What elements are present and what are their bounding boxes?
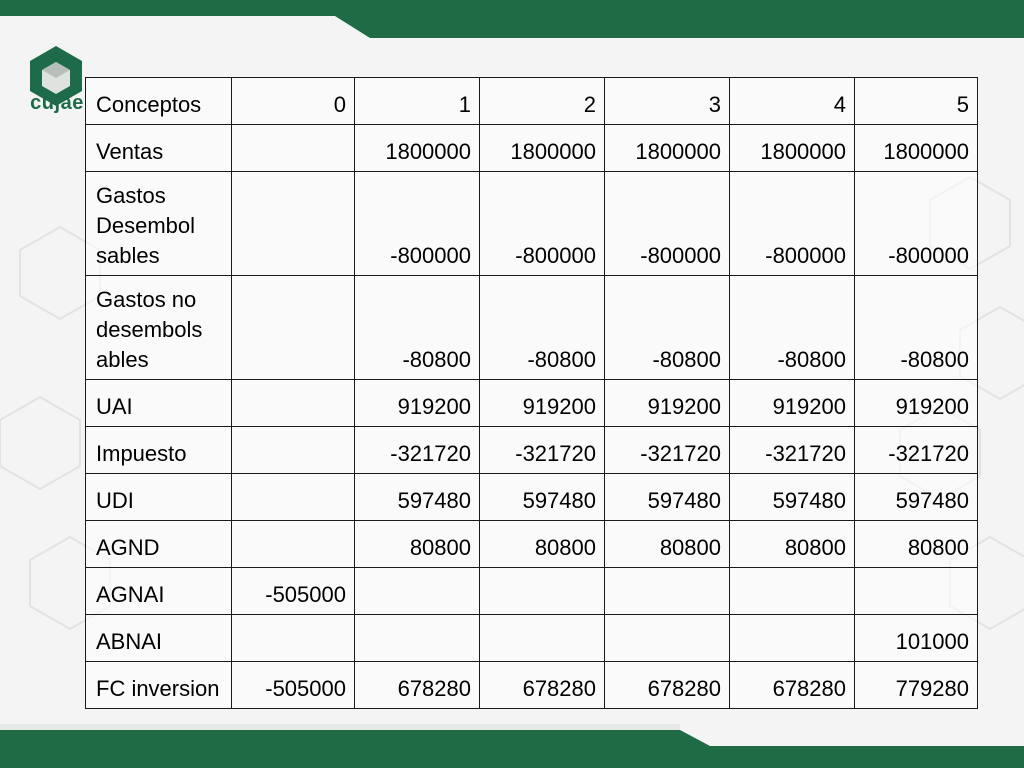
table-cell: 1800000 bbox=[480, 125, 605, 172]
table-row bbox=[86, 662, 978, 709]
top-green-band bbox=[0, 0, 1024, 38]
row-label: AGNAI bbox=[86, 568, 232, 615]
table-cell: -505000 bbox=[232, 662, 355, 709]
table-cell: 919200 bbox=[730, 380, 855, 427]
table-row bbox=[86, 474, 978, 521]
row-label: UAI bbox=[86, 380, 232, 427]
table-cell bbox=[605, 568, 730, 615]
table-cell bbox=[355, 568, 480, 615]
table-cell: -505000 bbox=[232, 568, 355, 615]
table-cell: 80800 bbox=[355, 521, 480, 568]
table-cell: 597480 bbox=[480, 474, 605, 521]
table-cell: 1800000 bbox=[355, 125, 480, 172]
table-cell bbox=[730, 568, 855, 615]
table-cell: -800000 bbox=[730, 172, 855, 276]
table-cell: 80800 bbox=[605, 521, 730, 568]
row-label: Impuesto bbox=[86, 427, 232, 474]
row-label: Ventas bbox=[86, 125, 232, 172]
row-label: Gastos no desembols ables bbox=[86, 276, 232, 380]
table-cell: -80800 bbox=[605, 276, 730, 380]
table-cell bbox=[232, 380, 355, 427]
table-cell: 678280 bbox=[355, 662, 480, 709]
logo-text: cujae bbox=[30, 92, 84, 114]
table-cell: -80800 bbox=[730, 276, 855, 380]
table-cell bbox=[480, 568, 605, 615]
bottom-green-band bbox=[0, 724, 1024, 768]
header-label: Conceptos bbox=[86, 78, 232, 125]
table-row bbox=[86, 380, 978, 427]
row-label: ABNAI bbox=[86, 615, 232, 662]
table-cell: 678280 bbox=[730, 662, 855, 709]
table-cell: 80800 bbox=[730, 521, 855, 568]
table-cell: 1800000 bbox=[855, 125, 978, 172]
table-cell: -800000 bbox=[855, 172, 978, 276]
table-cell bbox=[232, 125, 355, 172]
table-row bbox=[86, 568, 978, 615]
table-cell: 919200 bbox=[480, 380, 605, 427]
row-label: Gastos Desembol sables bbox=[86, 172, 232, 276]
table-cell: -800000 bbox=[605, 172, 730, 276]
period-header: 0 bbox=[232, 78, 355, 125]
table-cell: -80800 bbox=[855, 276, 978, 380]
period-header: 4 bbox=[730, 78, 855, 125]
table-cell: 678280 bbox=[480, 662, 605, 709]
table-row bbox=[86, 521, 978, 568]
table-row bbox=[86, 172, 978, 276]
cash-flow-table bbox=[85, 77, 978, 709]
table-cell: 779280 bbox=[855, 662, 978, 709]
table-cell bbox=[232, 172, 355, 276]
table-cell bbox=[232, 427, 355, 474]
table-cell bbox=[232, 521, 355, 568]
table-cell: -321720 bbox=[355, 427, 480, 474]
table-cell: -80800 bbox=[480, 276, 605, 380]
table-cell bbox=[232, 615, 355, 662]
table-row bbox=[86, 276, 978, 380]
table-cell bbox=[605, 615, 730, 662]
period-header: 2 bbox=[480, 78, 605, 125]
table-cell: -321720 bbox=[730, 427, 855, 474]
table-cell bbox=[730, 615, 855, 662]
table-row bbox=[86, 125, 978, 172]
row-label: UDI bbox=[86, 474, 232, 521]
table-cell: -80800 bbox=[355, 276, 480, 380]
row-label: AGND bbox=[86, 521, 232, 568]
table-cell: -321720 bbox=[480, 427, 605, 474]
table-cell: 1800000 bbox=[730, 125, 855, 172]
table-cell: 919200 bbox=[855, 380, 978, 427]
table-cell bbox=[855, 568, 978, 615]
table-cell: -321720 bbox=[605, 427, 730, 474]
table-cell bbox=[232, 276, 355, 380]
table-cell bbox=[232, 474, 355, 521]
period-header: 5 bbox=[855, 78, 978, 125]
table-cell: 919200 bbox=[605, 380, 730, 427]
table-row bbox=[86, 427, 978, 474]
table-cell: 597480 bbox=[730, 474, 855, 521]
table-header-row bbox=[86, 78, 978, 125]
table-cell: 101000 bbox=[855, 615, 978, 662]
period-header: 1 bbox=[355, 78, 480, 125]
table-cell bbox=[355, 615, 480, 662]
table-cell: -800000 bbox=[480, 172, 605, 276]
table-cell: -321720 bbox=[855, 427, 978, 474]
table-cell: 919200 bbox=[355, 380, 480, 427]
table-cell bbox=[480, 615, 605, 662]
table-cell: 80800 bbox=[855, 521, 978, 568]
table-cell: 678280 bbox=[605, 662, 730, 709]
period-header: 3 bbox=[605, 78, 730, 125]
table-cell: -800000 bbox=[355, 172, 480, 276]
table-row bbox=[86, 615, 978, 662]
row-label: FC inversion bbox=[86, 662, 232, 709]
table-cell: 80800 bbox=[480, 521, 605, 568]
table-cell: 1800000 bbox=[605, 125, 730, 172]
table-cell: 597480 bbox=[855, 474, 978, 521]
table-cell: 597480 bbox=[605, 474, 730, 521]
table-cell: 597480 bbox=[355, 474, 480, 521]
